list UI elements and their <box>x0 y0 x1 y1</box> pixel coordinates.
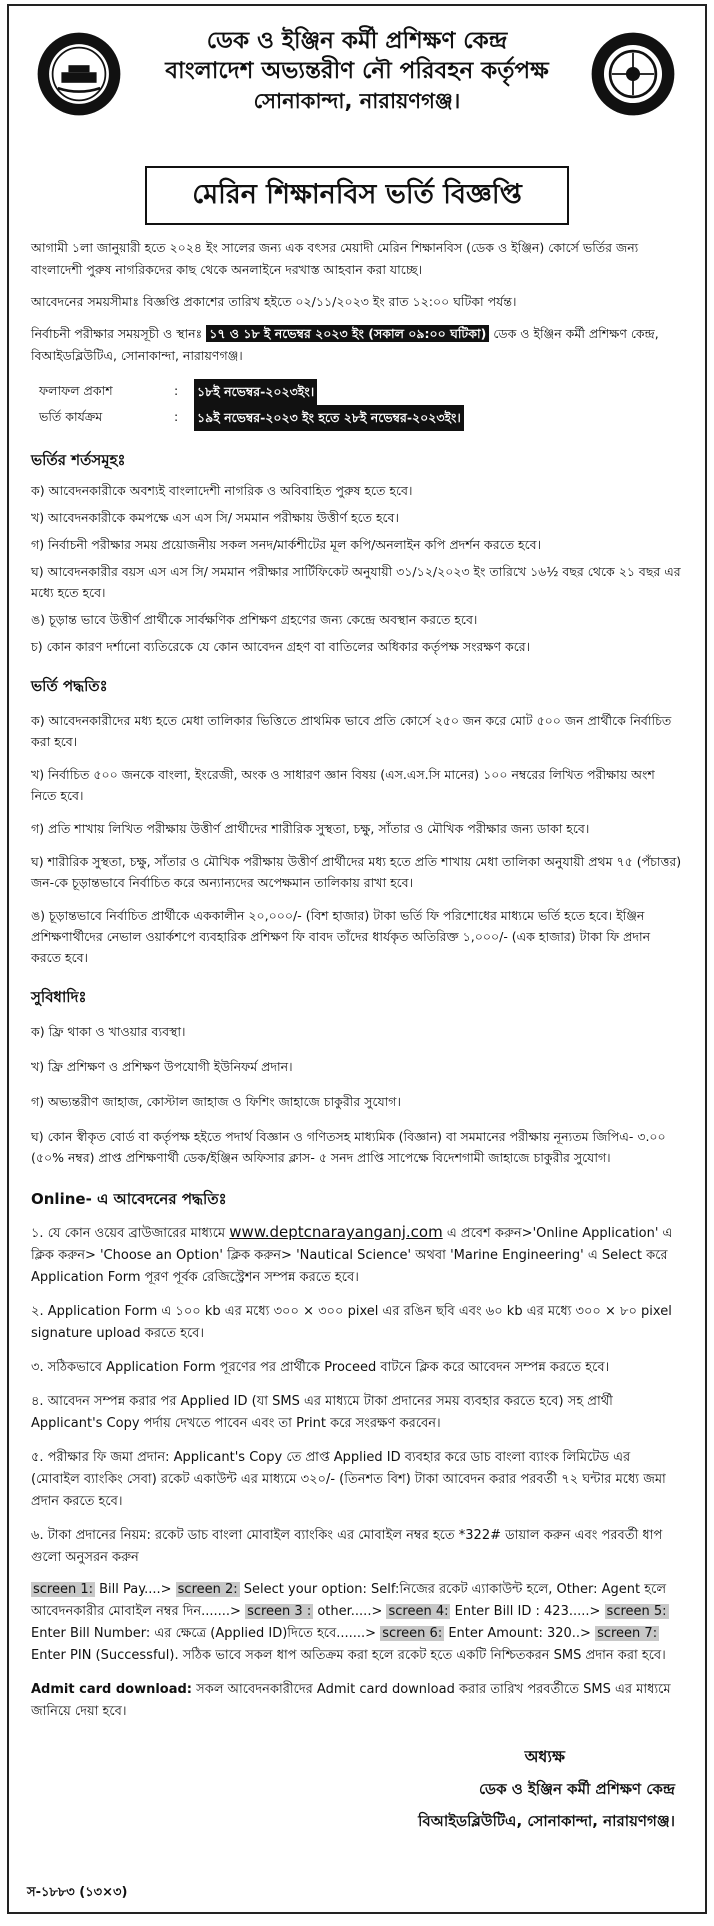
benefit-item: খ) ফ্রি প্রশিক্ষণ ও প্রশিক্ষণ উপযোগী ইউনিফর্ম প্রদান। <box>31 1059 293 1074</box>
screen-5-text: Enter Bill Number: এর ক্ষেত্রে (Applied ID)দিতে হবে.......> <box>31 1626 377 1641</box>
result-label: ফলাফল প্রকাশ <box>39 383 113 398</box>
admit-card-note <box>31 1679 683 1723</box>
screen-2-text: Select your option: Self:নিজের রকেট এ্যাকাউন্ট হলে, Other: Agent হলে আবেদনকারীর মোবাইল নম্বর দিন.......> <box>31 1582 667 1619</box>
header <box>31 26 683 146</box>
admission-colon: : <box>174 409 179 424</box>
header-line-1: ডেক ও ইঞ্জিন কর্মী প্রশিক্ষণ কেন্দ্র <box>206 28 508 54</box>
admit-card-label: Admit card download: <box>31 1682 192 1697</box>
exam-venue: ডেক ও ইঞ্জিন কর্মী প্রশিক্ষণ কেন্দ্র, বিআইডব্লিউটিএ, সোনাকান্দা, নারায়ণগঞ্জ। <box>31 326 659 363</box>
admission-row <box>39 405 683 431</box>
screen-7-label: screen 7: <box>597 1626 658 1641</box>
process-item: ঙ) চূড়ান্তভাবে নির্বাচিত প্রার্থীকে এককালীন ২০,০০০/- (বিশ হাজার) টাকা ভর্তি ফি পরিশোধের মাধ্যমে ভর্তি হতে হবে। ইঞ্জিন প্রশিক্ষণার্থীদের নেভাল ওয়ার্কশপে ব্যবহারিক প্রশিক্ষণ ফি বাবদ তাঁদের ধার্যকৃত অতিরিক্ত ১,০০০/- (এক হাজার) টাকা ফি প্রদান করতে হবে। <box>31 908 651 965</box>
signatory-line-1: ডেক ও ইঞ্জিন কর্মী প্রশিক্ষণ কেন্দ্র <box>478 1780 675 1798</box>
screen-3-text: other.....> <box>317 1604 383 1619</box>
online-step-1 <box>31 1221 683 1289</box>
condition-item: গ) নির্বাচনী পরীক্ষার সময় প্রয়োজনীয় সকল সনদ/মার্কশীটের মূল কপি/অনলাইন কপি প্রদর্শন করতে হবে। <box>31 537 542 552</box>
screen-1-text: Bill Pay....> <box>99 1582 172 1597</box>
benefit-item: ঘ) কোন স্বীকৃত বোর্ড বা কর্তৃপক্ষ হইতে পদার্থ বিজ্ঞান ও গণিতসহ মাধ্যমিক (বিজ্ঞান) বা সমমানের পরীক্ষায় নূন্যতম জিপিএ- ৩.০০ (৫০% নম্বর) প্রাপ্ত প্রশিক্ষণার্থী ডেক/ইঞ্জিন অফিসার ক্লাস- ৫ সনদ প্রাপ্তি সাপেক্ষে বিদেশগামী জাহাজে চাকুরীর সুযোগ। <box>31 1129 666 1165</box>
process-item: ক) আবেদনকারীদের মধ্য হতে মেধা তালিকার ভিত্তিতে প্রাথমিক ভাবে প্রতি কোর্সে ২৫০ জন করে মোট ৫০০ জন প্রার্থীকে নির্বাচিত করা হবে। <box>31 713 672 749</box>
screen-5-label: screen 5: <box>606 1604 667 1619</box>
screen-6-text: Enter Amount: 320..> <box>448 1626 591 1641</box>
online-step-3: ৩. সঠিকভাবে Application Form পূরণের পর প্রার্থীকে Proceed বাটনে ক্লিক করে আবেদন সম্পন্ন করতে হবে। <box>31 1360 610 1375</box>
screen-7-text: Enter PIN (Successful). সঠিক ভাবে সকল ধাপ অতিক্রম করা হলে রকেট হতে একটি নিশ্চিতকরন SMS প্রদান করা হবে। <box>31 1648 666 1663</box>
result-row <box>39 379 683 405</box>
benefits-heading: সুবিধাদিঃ <box>31 988 87 1006</box>
process-heading: ভর্তি পদ্ধতিঃ <box>31 677 108 695</box>
admit-card-text: সকল আবেদনকারীদের Admit card download করার তারিখ পরবর্তীতে SMS এর মাধ্যমে জানিয়ে দেয়া হবে। <box>31 1682 671 1719</box>
screen-1-label: screen 1: <box>33 1582 93 1597</box>
notice-page <box>7 4 707 1914</box>
screen-4-text: Enter Bill ID : 423.....> <box>454 1604 601 1619</box>
deadline-text: আবেদনের সময়সীমাঃ বিজ্ঞপ্তি প্রকাশের তারিখ হইতে ০২/১১/২০২৩ ইং রাত ১২:০০ ঘটিকা পর্যন্ত। <box>31 294 517 309</box>
admission-date: ১৯ই নভেম্বর-২০২৩ ইং হতে ২৮ই নভেম্বর-২০২৩ইং। <box>194 405 464 431</box>
online-step-1-prefix: ১. যে কোন ওয়েব ব্রাউজারের মাধ্যমে <box>31 1226 226 1241</box>
header-line-3: সোনাকান্দা, নারায়ণগঞ্জ। <box>253 89 461 113</box>
signatory-line-2: বিআইডব্লিউটিএ, সোনাকান্দা, নারায়ণগঞ্জ। <box>418 1812 675 1830</box>
online-heading: Online- এ আবেদনের পদ্ধতিঃ <box>31 1190 227 1208</box>
online-step-6: ৬. টাকা প্রদানের নিয়ম: রকেট ডাচ বাংলা মোবাইল ব্যাংকিং এর মোবাইল নম্বর হতে *322# ডায়াল করুন এবং পরবর্তী ধাপ গুলো অনুসরন করুন <box>31 1528 663 1565</box>
benefit-item: গ) অভ্যন্তরীণ জাহাজ, কোস্টাল জাহাজ ও ফিশিং জাহাজে চাকুরীর সুযোগ। <box>31 1094 401 1109</box>
screen-4-label: screen 4: <box>388 1604 449 1619</box>
online-step-2: ২. Application Form এ ১০০ kb এর মধ্যে ৩০০ × ৩০০ pixel এর রঙিন ছবি এবং ৬০ kb এর মধ্যে ৩০০ × ৮০ pixel signature upload করতে হবে। <box>31 1304 672 1341</box>
condition-item: ঘ) আবেদনকারীর বয়স এস এস সি/ সমমান পরীক্ষার সার্টিফিকেট অনুযায়ী ৩১/১২/২০২৩ ইং তারিখে ১৬½ বছর থেকে ২১ বছর এর মধ্যে হতে হবে। <box>31 564 681 600</box>
condition-item: চ) কোন কারণ দর্শানো ব্যতিরেকে যে কোন আবেদন গ্রহণ বা বাতিলের অধিকার কর্তৃপক্ষ সংরক্ষণ করে। <box>31 639 531 654</box>
result-colon: : <box>174 383 179 398</box>
process-item: ঘ) শারীরিক সুস্থতা, চক্ষু, সাঁতার ও মৌখিক পরীক্ষায় উত্তীর্ণ প্রার্থীদের মধ্য হতে প্রতি শাখায় মেধা তালিকা অনুযায়ী প্রথম ৭৫ (পঁচাত্তর) জন-কে চূড়ান্তভাবে নির্বাচিত করে অন্যান্যদের অপেক্ষমান তালিকায় রাখা হবে। <box>31 854 682 890</box>
right-seal-logo <box>589 30 677 118</box>
signatory-title: অধ্যক্ষ <box>524 1747 565 1766</box>
website-link[interactable]: www.deptcnarayanganj.com <box>229 1223 443 1241</box>
condition-item: ঙ) চূড়ান্ত ভাবে উত্তীর্ণ প্রার্থীকে সার্বক্ষণিক প্রশিক্ষণ গ্রহণের জন্য কেন্দ্রে অবস্থান করতে হবে। <box>31 612 478 627</box>
exam-date-highlight: ১৭ ও ১৮ ই নভেম্বর ২০২৩ ইং (সকাল ০৯:০০ ঘটিকা) <box>206 325 489 342</box>
signature-block <box>418 1741 675 1837</box>
condition-item: খ) আবেদনকারীকে কমপক্ষে এস এস সি/ সমমান পরীক্ষায় উত্তীর্ণ হতে হবে। <box>31 510 399 525</box>
online-step-5: ৫. পরীক্ষার ফি জমা প্রদান: Applicant's Copy তে প্রাপ্ত Applied ID ব্যবহার করে ডাচ বাংলা ব্যাংক লিমিটেড এর (মোবাইল ব্যাংকিং সেবা) রকেট একাউন্ট এর মাধ্যমে ৩২০/- (তিনশত বিশ) টাকা আবেদন করার পরবর্তী ৭২ ঘন্টার মধ্যে জমা প্রদান করতে হবে। <box>31 1450 666 1509</box>
admission-label: ভর্তি কার্যক্রম <box>39 409 103 424</box>
header-line-2: বাংলাদেশ অভ্যন্তরীণ নৌ পরিবহন কর্তৃপক্ষ <box>165 58 549 84</box>
left-seal-logo <box>35 30 123 118</box>
conditions-heading: ভর্তির শর্তসমূহঃ <box>31 451 126 469</box>
exam-schedule <box>31 323 683 367</box>
rocket-screens <box>31 1579 683 1667</box>
exam-label: নির্বাচনী পরীক্ষার সময়সূচী ও স্থানঃ <box>31 326 203 341</box>
process-item: খ) নির্বাচিত ৫০০ জনকে বাংলা, ইংরেজী, অংক ও সাধারণ জ্ঞান বিষয় (এস.এস.সি মানের) ১০০ নম্বরের লিখিত পরীক্ষায় অংশ নিতে হবে। <box>31 767 655 803</box>
screen-6-label: screen 6: <box>382 1626 443 1641</box>
screen-3-label: screen 3 : <box>247 1604 312 1619</box>
condition-item: ক) আবেদনকারীকে অবশ্যই বাংলাদেশী নাগরিক ও অবিবাহিত পুরুষ হতে হবে। <box>31 483 413 498</box>
screen-2-label: screen 2: <box>177 1582 238 1597</box>
online-step-4: ৪. আবেদন সম্পন্ন করার পর Applied ID (যা SMS এর মাধ্যমে টাকা প্রদানের সময় ব্যবহার করতে হবে) সহ প্রার্থী Applicant's Copy পর্দায় দেখতে পাবেন এবং তা Print করে সংরক্ষণ করবেন। <box>31 1394 613 1431</box>
notice-title: মেরিন শিক্ষানবিস ভর্তি বিজ্ঞপ্তি <box>145 166 569 225</box>
benefit-item: ক) ফ্রি থাকা ও খাওয়ার ব্যবস্থা। <box>31 1024 186 1039</box>
intro-text: আগামী ১লা জানুয়ারী হতে ২০২৪ ইং সালের জন্য এক বৎসর মেয়াদী মেরিন শিক্ষানবিস (ডেক ও ইঞ্জিন) কোর্সে ভর্তির জন্য বাংলাদেশী পুরুষ নাগরিকদের কাছ থেকে অনলাইনে দরখাস্ত আহবান করা যাচ্ছে। <box>31 240 639 277</box>
result-date: ১৮ই নভেম্বর-২০২৩ইং। <box>194 379 317 405</box>
footer-code: স-১৮৮৩ (১৩×৩) <box>27 1885 128 1900</box>
online-step-1-suffix: এ প্রবেশ করুন>'Online Application' এ ক্লিক করুন> 'Choose an Option' ক্লিক করুন> 'Nautical Science' অথবা 'Marine Engineering' এ Select করে Application Form পূরণ পূর্বক রেজিস্ট্রেশন সম্পন্ন করতে হবে। <box>31 1226 673 1285</box>
process-item: গ) প্রতি শাখায় লিখিত পরীক্ষায় উত্তীর্ণ প্রার্থীদের শারীরিক সুস্থতা, চক্ষু, সাঁতার ও মৌখিক পরীক্ষার জন্য ডাকা হবে। <box>31 821 590 836</box>
